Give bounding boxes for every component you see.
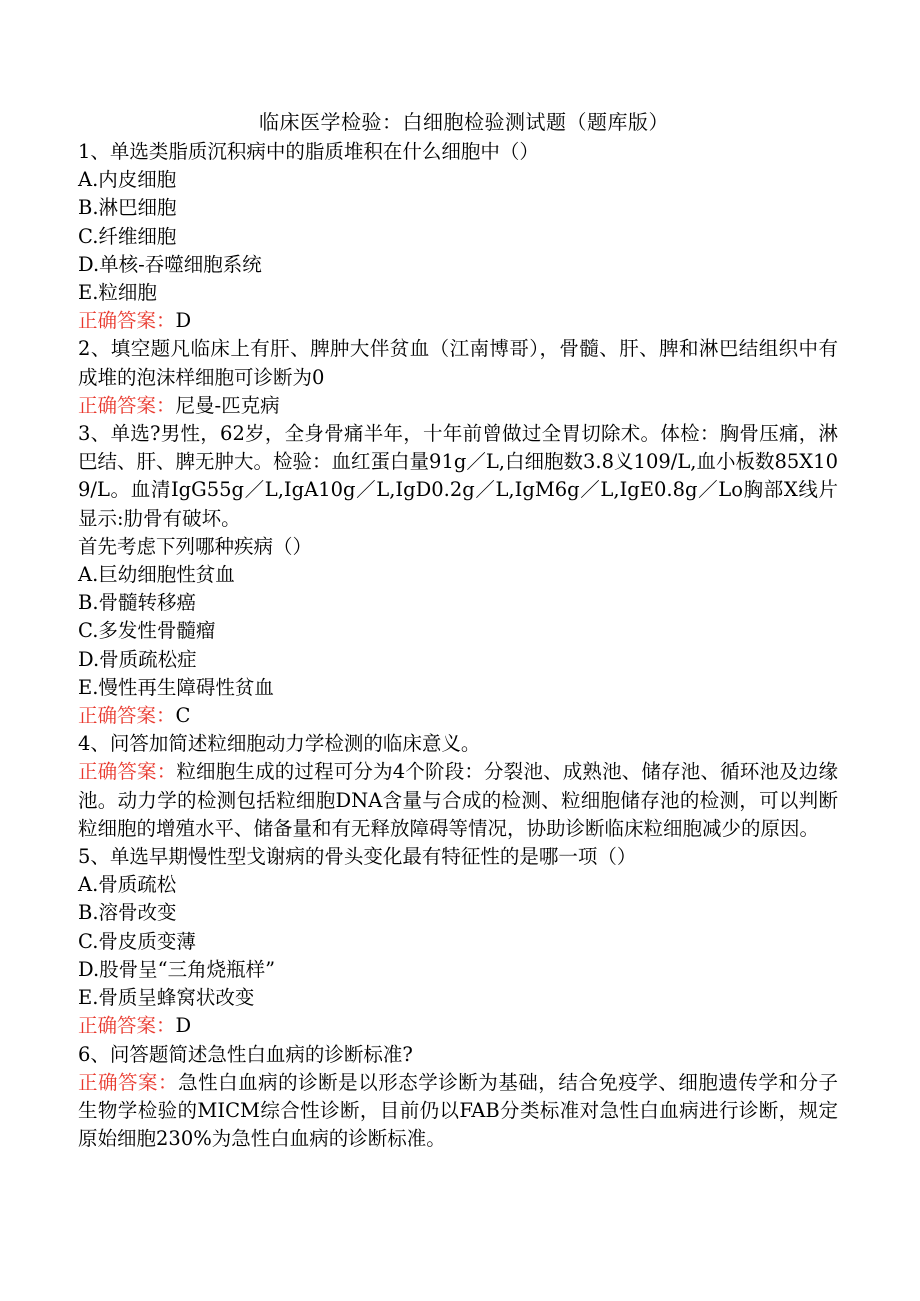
question-5 xyxy=(78,843,838,1040)
answer-line xyxy=(78,307,838,335)
answer-value: D xyxy=(175,1014,192,1038)
answer-value: 急性白血病的诊断是以形态学诊断为基础，结合免疫学、细胞遗传学和分子生物学检验的MICM综合性诊断，目前仍以FAB分类标准对急性白血病进行诊断，规定原始细胞230%为急性白血病的诊断标准。 xyxy=(78,1070,838,1151)
question-stem: 4、问答加简述粒细胞动力学检测的临床意义。 xyxy=(78,732,481,756)
question-stem: 2、填空题凡临床上有肝、脾肿大伴贫血（江南博哥），骨髓、肝、脾和淋巴结组织中有成堆的泡沫样细胞可诊断为0 xyxy=(78,337,838,389)
answer-paragraph xyxy=(78,1069,838,1154)
question-2 xyxy=(78,335,838,420)
answer-value: D xyxy=(175,309,192,333)
answer-label: 正确答案： xyxy=(78,1070,179,1094)
question-6 xyxy=(78,1041,838,1154)
question-stem-continued: 首先考虑下列哪种疾病（） xyxy=(78,534,313,558)
option-b: B.淋巴细胞 xyxy=(78,196,177,220)
answer-label: 正确答案： xyxy=(78,393,176,417)
answer-label: 正确答案： xyxy=(78,1014,176,1038)
question-1 xyxy=(78,138,838,335)
option-d: D.骨质疏松症 xyxy=(78,647,197,671)
option-e: E.粒细胞 xyxy=(78,281,157,305)
option-d: D.股骨呈“三角烧瓶样” xyxy=(78,957,276,981)
question-stem: 5、单选早期慢性型戈谢病的骨头变化最有特征性的是哪一项（） xyxy=(78,845,637,869)
option-d: D.单核-吞噬细胞系统 xyxy=(78,252,262,276)
option-a: A.内皮细胞 xyxy=(78,168,177,192)
answer-label: 正确答案： xyxy=(78,760,177,784)
answer-value: 粒细胞生成的过程可分为4个阶段：分裂池、成熟池、储存池、循环池及边缘池。动力学的检测包括粒细胞DNA含量与合成的检测、粒细胞储存池的检测，可以判断粒细胞的增殖水平、储备量和有无释放障碍等情况，协助诊断临床粒细胞减少的原因。 xyxy=(78,760,838,840)
option-a: A.骨质疏松 xyxy=(78,873,177,897)
answer-value: 尼曼-匹克病 xyxy=(175,393,280,417)
question-stem: 3、单选?男性，62岁，全身骨痛半年，十年前曾做过全胃切除术。体检：胸骨压痛，淋巴结、肝、脾无肿大。检验：血红蛋白量91g／L,白细胞数3.8义109/L,血小板数85X109/L。血清IgG55g／L,IgA10g／L,IgD0.2g／L,IgM6g／L,IgE0.8g／Lo胸部X线片显示:肋骨有破坏。 xyxy=(78,422,838,530)
answer-line xyxy=(78,392,838,420)
answer-value: C xyxy=(175,704,191,728)
question-stem: 1、单选类脂质沉积病中的脂质堆积在什么细胞中（） xyxy=(78,140,539,163)
question-stem: 6、问答题简述急性白血病的诊断标准? xyxy=(78,1042,413,1066)
answer-paragraph xyxy=(78,758,838,843)
answer-line xyxy=(78,1012,838,1040)
option-c: C.纤维细胞 xyxy=(78,224,177,248)
option-c: C.多发性骨髓瘤 xyxy=(78,619,216,643)
option-e: E.慢性再生障碍性贫血 xyxy=(78,675,274,699)
option-b: B.骨髓转移癌 xyxy=(78,591,197,615)
option-a: A.巨幼细胞性贫血 xyxy=(78,563,235,587)
option-c: C.骨皮质变薄 xyxy=(78,929,196,953)
option-e: E.骨质呈蜂窝状改变 xyxy=(78,986,255,1010)
document-body xyxy=(78,108,838,1153)
answer-line xyxy=(78,702,838,730)
document-title: 临床医学检验：白细胞检验测试题（题库版） xyxy=(259,110,669,134)
question-4 xyxy=(78,730,838,843)
answer-label: 正确答案： xyxy=(78,704,176,728)
answer-label: 正确答案： xyxy=(78,309,176,333)
question-3 xyxy=(78,420,838,730)
option-b: B.溶骨改变 xyxy=(78,901,177,925)
